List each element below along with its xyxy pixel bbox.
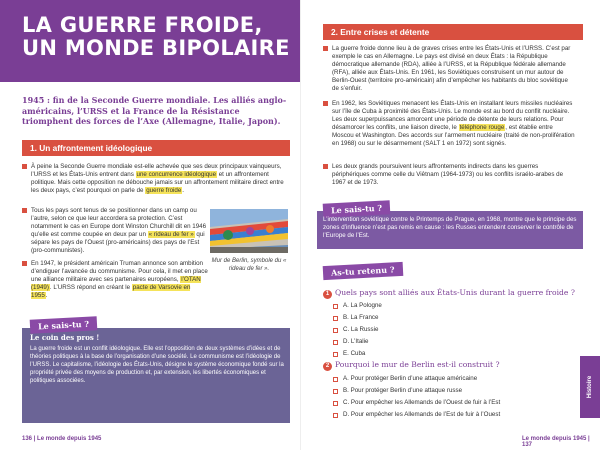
question-text: Quels pays sont alliés aux États-Unis durant la guerre froide ? xyxy=(335,288,575,297)
side-tab-label: Histoire xyxy=(587,375,593,399)
side-tab-histoire xyxy=(580,356,600,418)
highlight: l’OTAN (1949) xyxy=(31,276,201,291)
question-number-badge: 1 xyxy=(323,290,332,299)
checkbox-icon[interactable] xyxy=(333,352,338,357)
checkbox-icon[interactable] xyxy=(333,340,338,345)
section-header-2: 2. Entre crises et détente xyxy=(323,24,583,40)
bullet-ideological: À peine la Seconde Guerre mondiale est-elle achevée que ses deux principaux vainqueurs, l’URSS et les États-Unis entrent dans une concurrence idéologique et un affrontement politique. Mais cette opposition ne débouche jamais sur un affrontement militaire direct entre les deux pays, c’est pourquoi on parle de guerre froide. xyxy=(22,163,286,195)
bullet-truman: En 1947, le président américain Truman annonce son ambition d’endiguer l’avancée du communisme. Pour cela, il met en place une alliance militaire avec ses partenaires européens, l’OTAN (1949). L’URSS répond en créant le pacte de Varsovie en 1955. xyxy=(22,260,208,300)
question-2-options xyxy=(333,373,583,421)
checkbox-icon[interactable] xyxy=(333,316,338,321)
answer-option[interactable]: D. L’Italie xyxy=(333,336,583,348)
highlight: une concurrence idéologique xyxy=(136,171,217,178)
answer-option[interactable]: A. Pour protéger Berlin d’une attaque américaine xyxy=(333,373,583,385)
question-2 xyxy=(323,360,581,371)
sais-tu-text-2: L’intervention soviétique contre le Printemps de Prague, en 1968, montre que le principe des zones d’influence n’est pas remis en cause : les Russes entendent conserver le contrôle de l’Europe de l’Est. xyxy=(323,216,577,239)
page-title-line-1: LA GUERRE FROIDE, xyxy=(22,13,263,37)
checkbox-icon[interactable] xyxy=(333,401,338,406)
bullet-square-icon xyxy=(22,208,27,213)
highlight: guerre froide xyxy=(146,187,182,194)
intro-text: 1945 : fin de la Seconde Guerre mondiale. Les alliés anglo-américains, l’URSS et la France de la Résistance triomphent des forces de l’Axe (Allemagne, Italie, Japon). xyxy=(22,95,287,126)
photo-caption: Mur de Berlin, symbole du « rideau de fer ». xyxy=(211,258,287,272)
answer-option[interactable]: A. La Pologne xyxy=(333,300,583,312)
answer-option[interactable]: B. Pour protéger Berlin d’une attaque russe xyxy=(333,385,583,397)
bullet-square-icon xyxy=(22,164,27,169)
berlin-wall-photo xyxy=(210,209,288,253)
sais-tu-tab-2: Le sais-tu ? xyxy=(323,200,391,217)
answer-option[interactable]: C. Pour empêcher les Allemands de l’Ouest de fuir à l’Est xyxy=(333,397,583,409)
sais-tu-tab: Le sais-tu ? xyxy=(30,316,98,333)
footer-left: 136 | Le monde depuis 1945 xyxy=(22,436,102,442)
bullet-square-icon xyxy=(323,164,328,169)
sais-tu-text: La guerre froide est un conflit idéologique. Elle est l’opposition de deux systèmes d’idées et de théories politiques à la base de l’organisation d’une société. Le communisme est l’idéologie de l’URSS. Le capitalisme, l’idéologie des États-Unis, désigne le système économique fondé sur la propriété privée des moyens de production et, par extension, les libertés économiques et politiques associées. xyxy=(30,346,284,384)
checkbox-icon[interactable] xyxy=(333,389,338,394)
bullet-square-icon xyxy=(323,101,328,106)
answer-option[interactable]: C. La Russie xyxy=(333,324,583,336)
bullet-square-icon xyxy=(323,46,328,51)
question-number-badge: 2 xyxy=(323,362,332,371)
berlin-wall-illustration xyxy=(210,209,288,253)
bullet-iron-curtain: Tous les pays sont tenus de se positionner dans un camp ou l’autre, selon ce que leur accordera sa protection. C’est notamment le cas en Europe dont Winston Churchill dit en 1946 qu’elle est comme coupée en deux par un « rideau de fer » qui sépare les pays de l’Ouest (pro-américains) des pays de l’Est (pro-communistes). xyxy=(22,207,208,255)
checkbox-icon[interactable] xyxy=(333,377,338,382)
section-header-1: 1. Un affrontement idéologique xyxy=(22,140,290,156)
right-page xyxy=(300,0,600,450)
checkbox-icon[interactable] xyxy=(333,304,338,309)
answer-option[interactable]: E. Cuba xyxy=(333,348,583,360)
page-title-line-2: UN MONDE BIPOLAIRE xyxy=(22,36,290,60)
answer-option[interactable]: B. La France xyxy=(333,312,583,324)
highlight: pacte de Varsovie en 1955 xyxy=(31,284,191,299)
title-band xyxy=(0,0,300,82)
as-tu-retenu-tab: As-tu retenu ? xyxy=(323,262,403,280)
bullet-cuba: En 1962, les Soviétiques menacent les États-Unis en installant leurs missiles nucléaires sur l’île de Cuba à proximité des États-Unis. Le monde est au bord du conflit nucléaire. Les deux superpuissances amorcent une période de détente de leurs relations. Pour désamorcer les conflits, une liaison directe, le téléphone rouge, est établie entre Moscou et Washington. Des accords sur l’armement nucléaire (traité de non-prolifération en 1968) ou sur le désarmement (SALT 1 en 1972) sont signés. xyxy=(323,100,575,148)
footer-right: Le monde depuis 1945 | 137 xyxy=(522,436,590,448)
highlight: téléphone rouge xyxy=(459,124,505,131)
bullet-peripheral-wars: Les deux grands poursuivent leurs affrontements indirects dans les guerres périphériques comme celle du Viêtnam (1964-1973) ou les conflits israélo-arabes de 1967 et de 1973. xyxy=(323,163,575,187)
sais-tu-subtitle: Le coin des pros ! xyxy=(30,333,100,342)
checkbox-icon[interactable] xyxy=(333,413,338,418)
bullet-square-icon xyxy=(22,261,27,266)
question-1-options xyxy=(333,300,583,360)
question-1 xyxy=(323,288,581,299)
highlight: « rideau de fer » xyxy=(148,231,194,238)
question-text: Pourquoi le mur de Berlin est-il construit ? xyxy=(335,360,500,369)
bullet-germany: La guerre froide donne lieu à de graves crises entre les États-Unis et l’URSS. C’est par exemple le cas en Allemagne. Le pays est divisé en deux États : la République démocratique allemande (RDA), alliée à l’URSS, et la République fédérale allemande (RFA), alliée aux États-Unis. En 1961, les Soviétiques construisent un mur autour de Berlin-Ouest (territoire pro-américain) afin d’empêcher les habitants du bloc soviétique de s’enfuir. xyxy=(323,45,575,93)
checkbox-icon[interactable] xyxy=(333,328,338,333)
answer-option[interactable]: D. Pour empêcher les Allemands de l’Est de fuir à l’Ouest xyxy=(333,409,583,421)
